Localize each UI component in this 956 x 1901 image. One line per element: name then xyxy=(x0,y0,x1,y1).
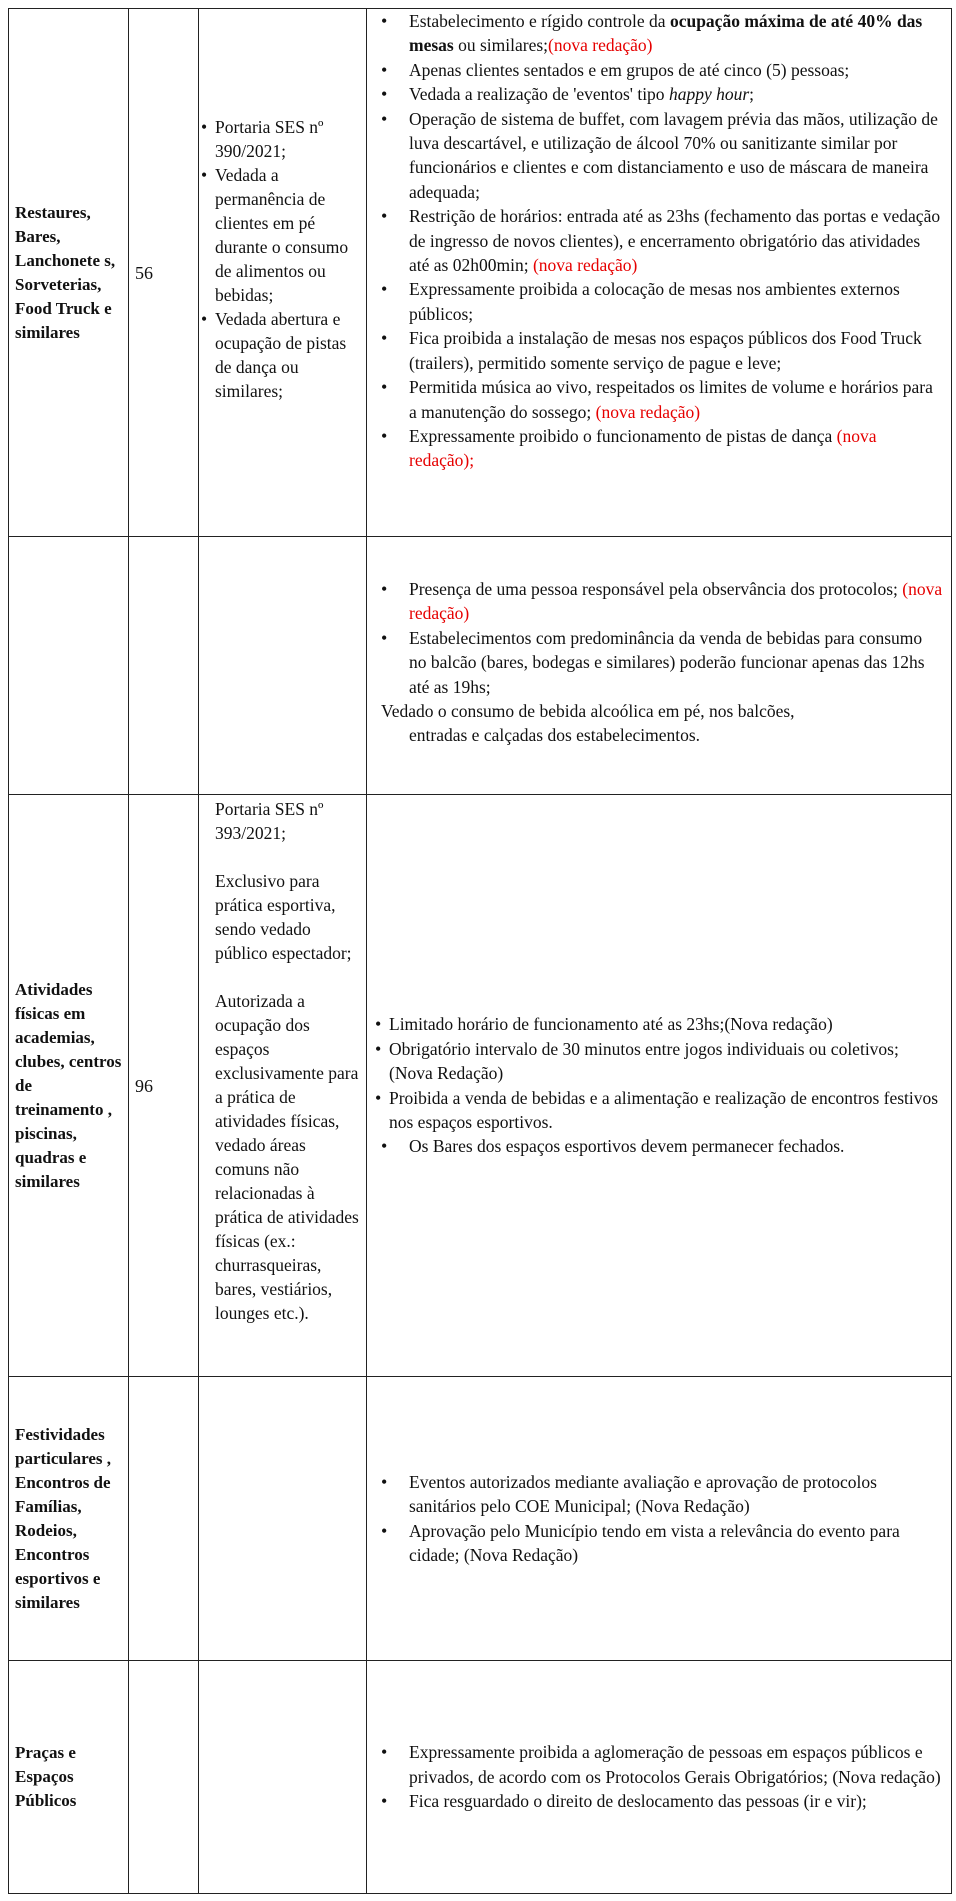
regulation-table-page xyxy=(8,8,951,1894)
table-row xyxy=(9,1377,952,1661)
list-item: • Portaria SES nº 390/2021; xyxy=(201,115,360,163)
list-item: • Vedada a permanência de clientes em pé durante o consumo de alimentos ou bebidas; xyxy=(201,163,360,307)
activity-cell xyxy=(9,537,129,795)
list-item: • Expressamente proibida a aglomeração de pessoas em espaços públicos e privados, de acordo com os Protocolos Gerais Obrigatórios; (Nova redação) xyxy=(375,1740,943,1789)
table-row xyxy=(9,1661,952,1894)
rules-list xyxy=(375,577,943,699)
rules-cell xyxy=(367,1661,952,1894)
list-item: • Vedada abertura e ocupação de pistas de dança ou similares; xyxy=(201,307,360,403)
code-cell: 56 xyxy=(129,9,199,537)
table-row xyxy=(9,9,952,537)
list-item: • Fica resguardado o direito de deslocamento das pessoas (ir e vir); xyxy=(375,1789,943,1813)
legal-basis-cell xyxy=(199,9,367,537)
legal-basis-cell xyxy=(199,537,367,795)
plain-rule: Vedado o consumo de bebida alcoólica em pé, nos balcões, entradas e calçadas dos estabelecimentos. xyxy=(381,701,795,746)
revision-note: (nova redação) xyxy=(548,35,653,56)
revision-note: (nova redação) xyxy=(595,401,701,422)
list-item: • Eventos autorizados mediante avaliação e aprovação de protocolos sanitários pelo COE Municipal; (Nova Redação) xyxy=(375,1470,943,1519)
legal-paragraph: Portaria SES nº 393/2021; xyxy=(215,799,324,843)
rules-list xyxy=(375,1134,943,1158)
list-item: • Estabelecimento e rígido controle da ocupação máxima de até 40% das mesas ou similares;(nova redação) xyxy=(375,9,943,58)
rules-cell xyxy=(367,537,952,795)
rules-cell xyxy=(367,9,952,537)
code-cell xyxy=(129,1661,199,1894)
activity-cell: Atividades físicas em academias, clubes, centros de treinamento , piscinas, quadras e similares xyxy=(9,795,129,1377)
rules-list xyxy=(375,1470,943,1568)
list-item: • Expressamente proibido o funcionamento de pistas de dança (nova redação); xyxy=(375,424,943,473)
legal-basis-cell xyxy=(199,1377,367,1661)
activity-cell: Festividades particulares , Encontros de Famílias, Rodeios, Encontros esportivos e similares xyxy=(9,1377,129,1661)
list-item: • Fica proibida a instalação de mesas nos espaços públicos dos Food Truck (trailers), permitido somente serviço de pague e leve; xyxy=(375,326,943,375)
revision-note: (nova redação) xyxy=(409,579,943,624)
rules-list xyxy=(375,1012,943,1134)
list-item: • Presença de uma pessoa responsável pela observância dos protocolos; (nova redação) xyxy=(375,577,943,626)
legal-basis-cell xyxy=(199,795,367,1377)
table-row xyxy=(9,795,952,1377)
list-item: • Os Bares dos espaços esportivos devem permanecer fechados. xyxy=(375,1134,943,1158)
list-item: • Obrigatório intervalo de 30 minutos entre jogos individuais ou coletivos; (Nova Redação) xyxy=(375,1037,943,1086)
revision-note: (nova redação); xyxy=(409,425,877,471)
list-item: • Proibida a venda de bebidas e a alimentação e realização de encontros festivos nos espaços esportivos. xyxy=(375,1086,943,1135)
rules-cell xyxy=(367,795,952,1377)
code-cell xyxy=(129,537,199,795)
list-item: • Apenas clientes sentados e em grupos de até cinco (5) pessoas; xyxy=(375,58,943,82)
legal-list xyxy=(201,115,360,403)
list-item: • Expressamente proibida a colocação de mesas nos ambientes externos públicos; xyxy=(375,277,943,326)
legal-basis-cell xyxy=(199,1661,367,1894)
activity-cell: Restaures, Bares, Lanchonete s, Sorveterias, Food Truck e similares xyxy=(9,9,129,537)
list-item: • Vedada a realização de 'eventos' tipo happy hour; xyxy=(375,82,943,106)
rules-list xyxy=(375,9,943,473)
list-item: • Restrição de horários: entrada até as 23hs (fechamento das portas e vedação de ingresso de novos clientes), e encerramento obrigatório das atividades até as 02h00min; (nova redação) xyxy=(375,204,943,277)
list-item: • Aprovação pelo Município tendo em vista a relevância do evento para cidade; (Nova Redação) xyxy=(375,1519,943,1568)
regulation-table xyxy=(8,8,952,1894)
activity-cell: Praças e Espaços Públicos xyxy=(9,1661,129,1894)
legal-paragraph: Autorizada a ocupação dos espaços exclusivamente para a prática de atividades físicas, vedado áreas comuns não relacionadas à prática de atividades físicas (ex.: churrasqueiras, bares, vestiários, lounges etc.). xyxy=(215,991,359,1323)
list-item: • Permitida música ao vivo, respeitados os limites de volume e horários para a manutenção do sossego; (nova redação) xyxy=(375,375,943,424)
legal-paragraph: Exclusivo para prática esportiva, sendo vedado público espectador; xyxy=(215,871,352,963)
revision-note: (nova redação) xyxy=(532,255,638,276)
list-item: • Limitado horário de funcionamento até as 23hs;(Nova redação) xyxy=(375,1012,943,1036)
list-item: • Estabelecimentos com predominância da venda de bebidas para consumo no balcão (bares, bodegas e similares) poderão funcionar apenas das 12hs até as 19hs; xyxy=(375,626,943,699)
rules-list xyxy=(375,1740,943,1813)
code-cell xyxy=(129,1377,199,1661)
list-item: • Operação de sistema de buffet, com lavagem prévia das mãos, utilização de luva descartável, e utilização de álcool 70% ou sanitizante similar por funcionários e clientes e com distanciamento e uso de máscara de maneira adequada; xyxy=(375,107,943,205)
code-cell: 96 xyxy=(129,795,199,1377)
rules-cell xyxy=(367,1377,952,1661)
table-row xyxy=(9,537,952,795)
